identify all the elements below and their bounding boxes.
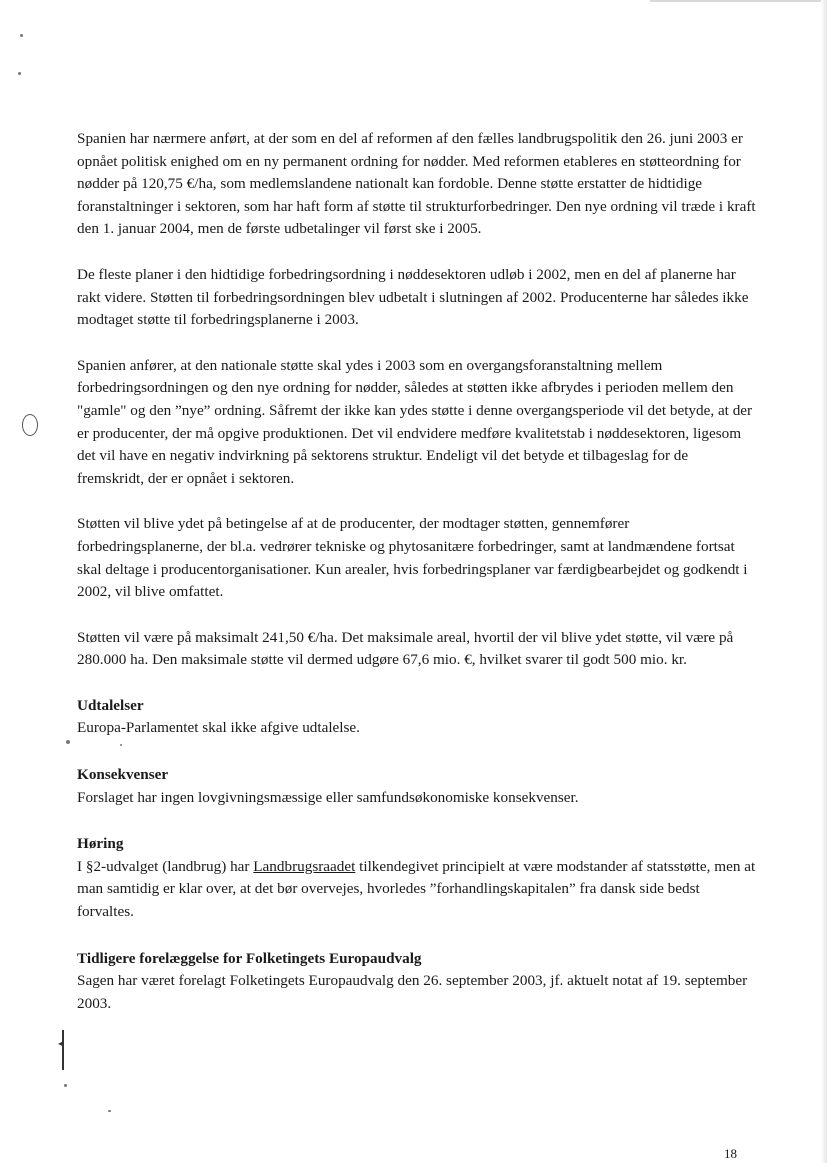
paragraph-maksimal-stotte: Støtten vil være på maksimalt 241,50 €/ha. Det maksimale areal, hvortil der vil blive ydet støtte, vil være på 280.000 ha. Den maksimale støtte vil dermed udgøre 67,6 mio. €, hvilket svarer til godt 500 mio. kr. (77, 628, 734, 669)
scan-speck (64, 1084, 67, 1087)
section-text-udtalelser: Europa-Parlamentet skal ikke afgive udtalelse. (77, 719, 360, 737)
section-heading-udtalelser: Udtalelser (77, 696, 144, 714)
scan-speck (20, 34, 23, 37)
horing-text-before: I §2-udvalget (landbrug) har (77, 857, 254, 875)
horing-text-after: tilkendegivet principielt at være modstander af statsstøtte, men at man samtidig er klar over, at det bør overvejes, hvorledes ”forhandlingskapitalen” fra dansk side bedst forvaltes. (77, 857, 756, 921)
page-edge-top (650, 0, 827, 2)
scan-speck (18, 72, 21, 75)
paragraph-betingelse: Støtten vil blive ydet på betingelse af at de producenter, der modtager støtten, gennemfører forbedringsplanerne, der bl.a. vedrører tekniske og phytosanitære forbedringer, samt at landmændene fortsat skal deltage i producentorganisationer. Kun arealer, hvis forbedringsplaner var færdigbearbejdet og godkendt i 2002, vil blive omfattet. (77, 515, 748, 601)
scan-speck (108, 1110, 111, 1112)
section-udtalelser (77, 695, 757, 740)
paragraph-planer: De fleste planer i den hidtidige forbedringsordning i nøddesektoren udløb i 2002, men en del af planerne har rakt videre. Støtten til forbedringsordningen blev udbetalt i slutningen af 2002. Producenterne har således ikke modtaget støtte til forbedringsplanerne i 2003. (77, 265, 749, 329)
punch-hole-mark (22, 414, 38, 436)
paragraph-reform: Spanien har nærmere anført, at der som en del af reformen af den fælles landbrugspolitik den 26. juni 2003 er opnået politisk enighed om en ny permanent ordning for nødder. Med reformen etableres en støtteordning for nødder på 120,75 €/ha, som medlemslandene nationalt kan fordoble. Denne støtte erstatter de hidtidige foranstaltninger i sektoren, som har haft form af støtte til strukturforbedringer. Den nye ordning vil træde i kraft den 1. januar 2004, men de første udbetalinger vil først ske i 2005. (77, 130, 756, 238)
landbrugsraadet-underlined: Landbrugsraadet (253, 857, 356, 875)
page-number: 18 (724, 1146, 737, 1161)
document-body (77, 128, 757, 1039)
section-text-horing (77, 856, 757, 924)
section-tidligere-forelaeggelse (77, 948, 757, 1016)
section-heading-horing: Høring (77, 835, 124, 853)
section-heading-tidligere: Tidligere forelæggelse for Folketingets Europaudvalg (77, 949, 422, 967)
section-heading-konsekvenser: Konsekvenser (77, 766, 169, 784)
margin-arrow-mark: ◂ (58, 1036, 65, 1050)
section-text-tidligere: Sagen har været forelagt Folketingets Europaudvalg den 26. september 2003, jf. aktuelt notat af 19. september 2003. (77, 972, 748, 1012)
paragraph-national-stotte: Spanien anfører, at den nationale støtte skal ydes i 2003 som en overgangsforanstaltning mellem forbedringsordningen og den nye ordning for nødder, således at støtten ikke afbrydes i perioden mellem den "gamle" og den ”nye” ordning. Såfremt der ikke kan ydes støtte i denne overgangsperiode vil det betyde, at der er producenter, der må opgive produktionen. Det vil endvidere medføre kvalitetstab i nøddesektoren, ligesom det vil have en negativ indvirkning på sektorens struktur. Endeligt vil det betyde et tilbageslag for de fremskridt, der er opnået i sektoren. (77, 356, 753, 487)
section-horing (77, 833, 757, 923)
section-text-konsekvenser: Forslaget har ingen lovgivningsmæssige eller samfundsøkonomiske konsekvenser. (77, 788, 579, 806)
section-konsekvenser (77, 764, 757, 809)
page-edge-right (821, 0, 827, 1163)
scan-speck (66, 740, 70, 744)
